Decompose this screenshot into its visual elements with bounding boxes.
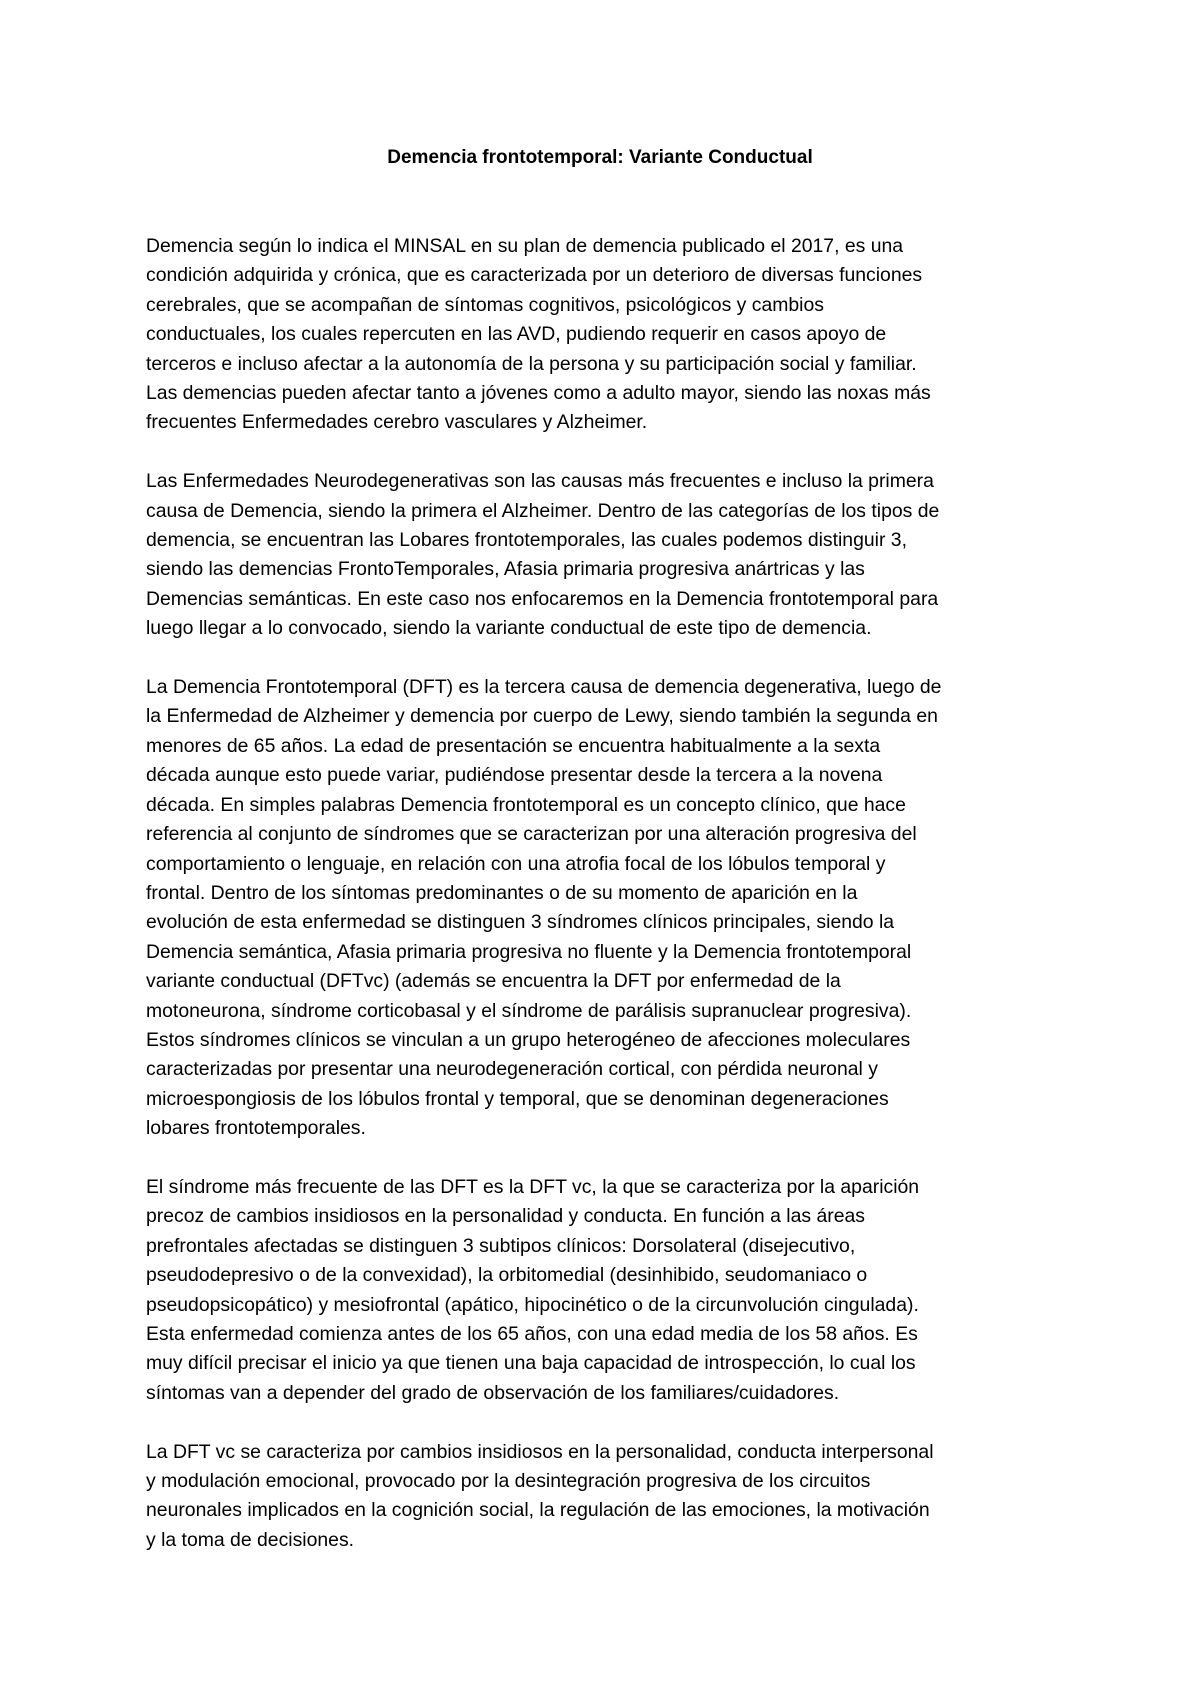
- text-line: microespongiosis de los lóbulos frontal y temporal, que se denominan degeneraciones: [146, 1087, 889, 1110]
- document-body: [146, 232, 1066, 1585]
- text-line: menores de 65 años. La edad de presentación se encuentra habitualmente a la sexta: [146, 734, 881, 757]
- text-line: prefrontales afectadas se distinguen 3 subtipos clínicos: Dorsolateral (disejecutivo,: [146, 1234, 856, 1257]
- text-line: frontal. Dentro de los síntomas predominantes o de su momento de aparición en la: [146, 881, 858, 904]
- text-line: comportamiento o lenguaje, en relación con una atrofia focal de los lóbulos temporal y: [146, 852, 886, 875]
- text-line: conductuales, los cuales repercuten en las AVD, pudiendo requerir en casos apoyo de: [146, 323, 887, 346]
- text-line: Estos síndromes clínicos se vinculan a un grupo heterogéneo de afecciones moleculares: [146, 1028, 911, 1051]
- text-line: neuronales implicados en la cognición social, la regulación de las emociones, la motivación: [146, 1499, 930, 1522]
- text-line: Demencia según lo indica el MINSAL en su plan de demencia publicado el 2017, es una: [146, 235, 904, 257]
- text-line: motoneurona, síndrome corticobasal y el síndrome de parálisis supranuclear progresiva).: [146, 999, 912, 1022]
- text-line: década aunque esto puede variar, pudiéndose presentar desde la tercera a la novena: [146, 764, 883, 787]
- text-line: causa de Demencia, siendo la primera el Alzheimer. Dentro de las categorías de los tipos de: [146, 499, 940, 522]
- text-line: Demencia semántica, Afasia primaria progresiva no fluente y la Demencia frontotemporal: [146, 940, 912, 963]
- text-line: Demencias semánticas. En este caso nos enfocaremos en la Demencia frontotemporal para: [146, 587, 939, 610]
- text-line: terceros e incluso afectar a la autonomía de la persona y su participación social y familiar.: [146, 352, 917, 375]
- text-line: La Demencia Frontotemporal (DFT) es la tercera causa de demencia degenerativa, luego de: [146, 676, 942, 699]
- text-line: y modulación emocional, provocado por la desintegración progresiva de los circuitos: [146, 1470, 871, 1492]
- text-line: pseudopsicopático) y mesiofrontal (apático, hipocinético o de la circunvolución cingulada).: [146, 1293, 919, 1316]
- text-line: El síndrome más frecuente de las DFT es la DFT vc, la que se caracteriza por la aparición: [146, 1175, 920, 1198]
- text-line: referencia al conjunto de síndromes que se caracterizan por una alteración progresiva del: [146, 823, 917, 846]
- text-line: luego llegar a lo convocado, siendo la variante conductual de este tipo de demencia.: [146, 617, 872, 640]
- document-title: Demencia frontotemporal: Variante Conductual: [387, 147, 813, 168]
- text-line: síntomas van a depender del grado de observación de los familiares/cuidadores.: [146, 1381, 840, 1404]
- paragraph-4: [146, 1173, 1066, 1408]
- text-line: frecuentes Enfermedades cerebro vasculares y Alzheimer.: [146, 411, 648, 434]
- text-line: condición adquirida y crónica, que es caracterizada por un deterioro de diversas funciones: [146, 264, 923, 287]
- text-line: variante conductual (DFTvc) (además se encuentra la DFT por enfermedad de la: [146, 970, 841, 993]
- text-line: pseudodepresivo o de la convexidad), la orbitomedial (desinhibido, seudomaniaco o: [146, 1264, 868, 1287]
- paragraph-3: [146, 673, 1066, 1144]
- text-line: demencia, se encuentran las Lobares frontotemporales, las cuales podemos distinguir 3,: [146, 529, 907, 552]
- text-line: Esta enfermedad comienza antes de los 65 años, con una edad media de los 58 años. Es: [146, 1322, 918, 1345]
- text-line: precoz de cambios insidiosos en la personalidad y conducta. En función a las áreas: [146, 1205, 865, 1228]
- text-line: caracterizadas por presentar una neurodegeneración cortical, con pérdida neuronal y: [146, 1058, 878, 1081]
- text-line: evolución de esta enfermedad se distinguen 3 síndromes clínicos principales, siendo la: [146, 911, 895, 934]
- paragraph-2: [146, 467, 1066, 643]
- text-line: Las demencias pueden afectar tanto a jóvenes como a adulto mayor, siendo las noxas más: [146, 382, 931, 405]
- text-line: y la toma de decisiones.: [146, 1528, 355, 1551]
- paragraph-1: [146, 232, 1066, 438]
- text-line: lobares frontotemporales.: [146, 1117, 366, 1140]
- text-line: década. En simples palabras Demencia frontotemporal es un concepto clínico, que hace: [146, 793, 906, 816]
- text-line: Las Enfermedades Neurodegenerativas son las causas más frecuentes e incluso la primera: [146, 470, 934, 493]
- paragraph-5: [146, 1438, 1066, 1556]
- text-line: La DFT vc se caracteriza por cambios insidiosos en la personalidad, conducta interpersonal: [146, 1440, 934, 1463]
- text-line: cerebrales, que se acompañan de síntomas cognitivos, psicológicos y cambios: [146, 293, 824, 316]
- text-line: muy difícil precisar el inicio ya que tienen una baja capacidad de introspección, lo cual los: [146, 1352, 916, 1375]
- text-line: la Enfermedad de Alzheimer y demencia por cuerpo de Lewy, siendo también la segunda en: [146, 705, 938, 728]
- text-line: siendo las demencias FrontoTemporales, Afasia primaria progresiva anártricas y las: [146, 558, 865, 581]
